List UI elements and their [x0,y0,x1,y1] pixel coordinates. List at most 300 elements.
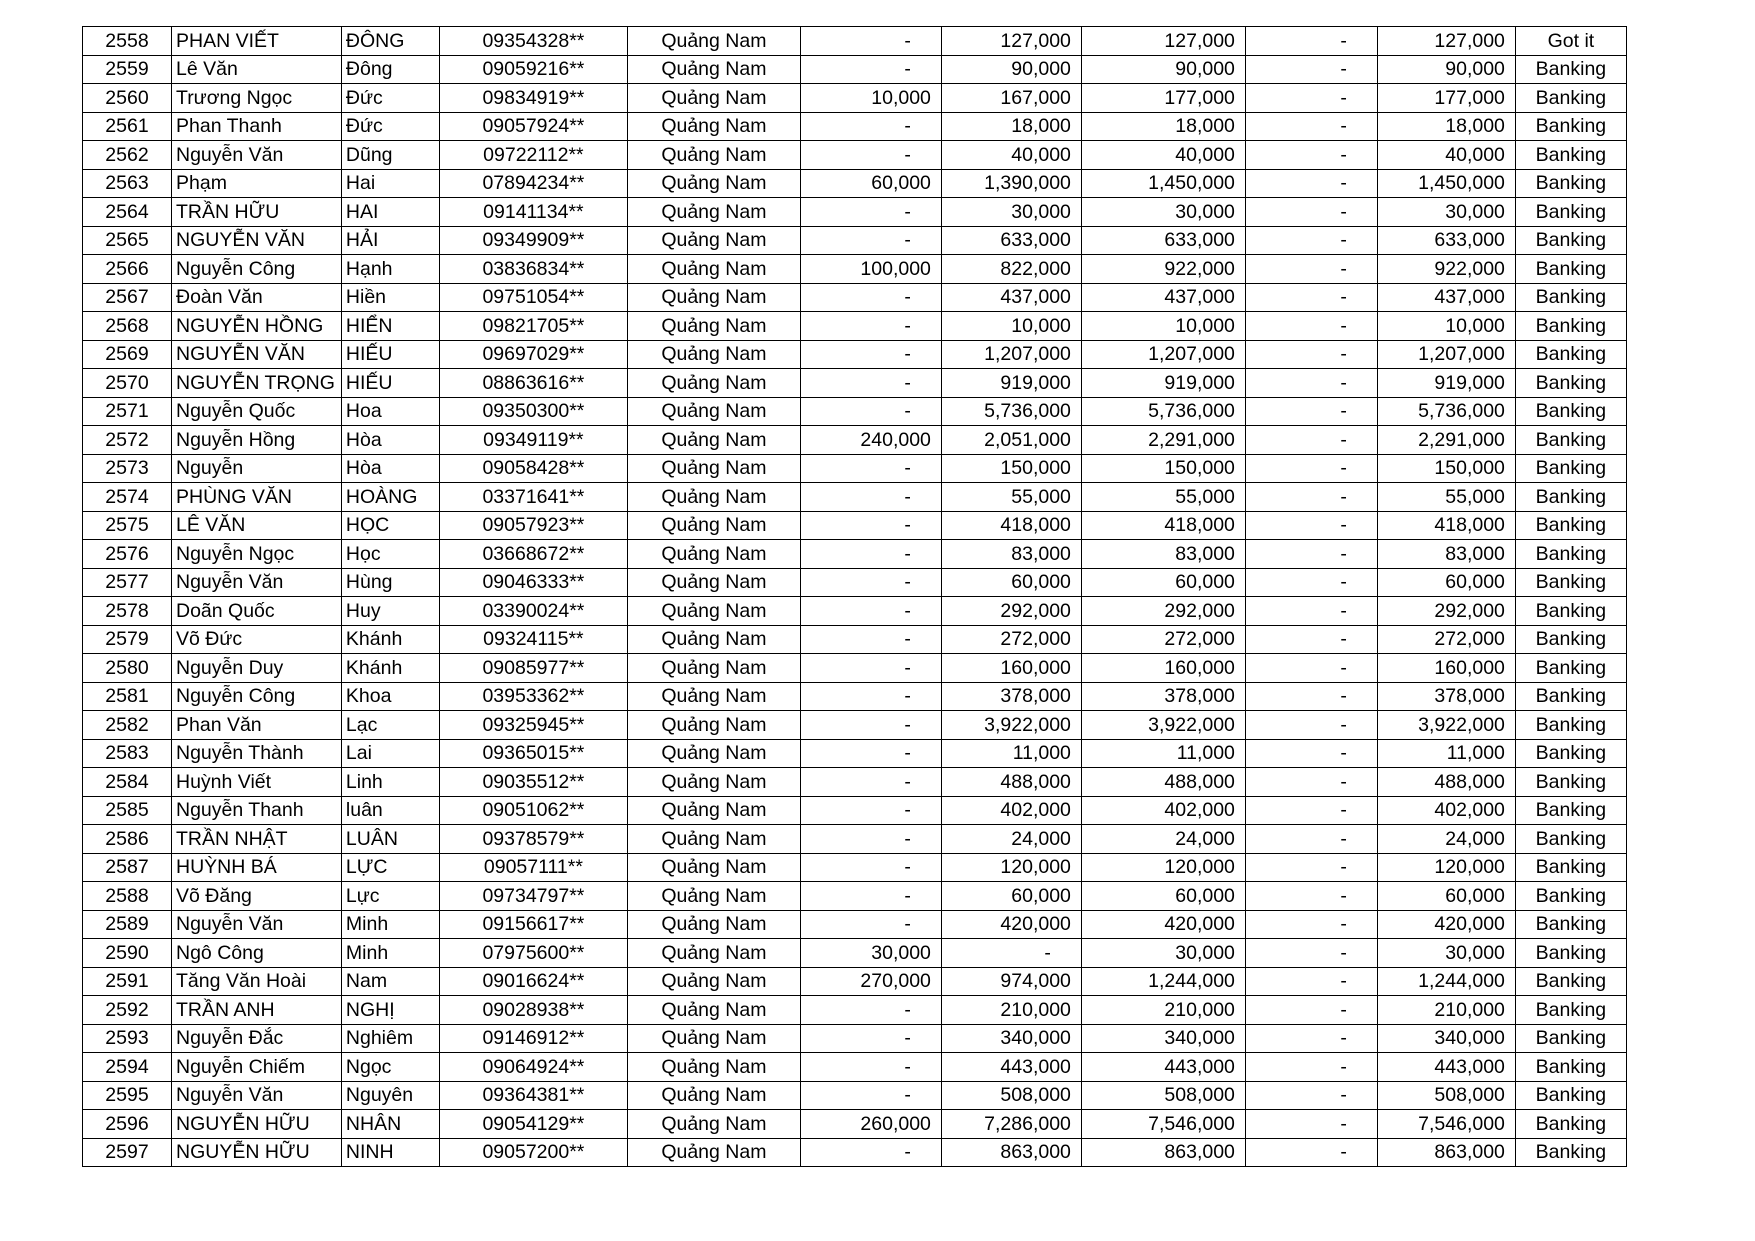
phone-cell: 09046333** [439,568,627,597]
first-name-cell: luân [341,796,439,825]
row-number-cell: 2585 [83,796,172,825]
table-row [83,682,1627,711]
payment-method-cell: Banking [1515,967,1626,996]
table-row [83,625,1627,654]
amount-1-cell: - [800,369,941,398]
amount-1-cell: 270,000 [800,967,941,996]
table-row [83,967,1627,996]
total-cell: 402,000 [1081,796,1245,825]
last-name-cell: Huỳnh Viết [172,768,342,797]
total-cell: 30,000 [1081,939,1245,968]
phone-cell: 09349119** [439,426,627,455]
province-cell: Quảng Nam [627,55,800,84]
phone-cell: 09324115** [439,625,627,654]
deduction-cell: - [1245,739,1377,768]
amount-2-cell: 120,000 [941,853,1081,882]
amount-2-cell: 18,000 [941,112,1081,141]
table-row [83,910,1627,939]
payout-cell: 90,000 [1377,55,1515,84]
first-name-cell: HỌC [341,511,439,540]
total-cell: 60,000 [1081,568,1245,597]
amount-2-cell: 443,000 [941,1053,1081,1082]
amount-1-cell: - [800,1081,941,1110]
first-name-cell: Nghiêm [341,1024,439,1053]
payment-method-cell: Banking [1515,768,1626,797]
total-cell: 633,000 [1081,226,1245,255]
row-number-cell: 2572 [83,426,172,455]
province-cell: Quảng Nam [627,540,800,569]
amount-2-cell: 10,000 [941,312,1081,341]
deduction-cell: - [1245,426,1377,455]
last-name-cell: TRẦN ANH [172,996,342,1025]
amount-1-cell: - [800,853,941,882]
row-number-cell: 2594 [83,1053,172,1082]
row-number-cell: 2573 [83,454,172,483]
total-cell: 120,000 [1081,853,1245,882]
payout-cell: 508,000 [1377,1081,1515,1110]
payment-method-cell: Banking [1515,426,1626,455]
row-number-cell: 2558 [83,27,172,56]
first-name-cell: HAI [341,198,439,227]
province-cell: Quảng Nam [627,397,800,426]
phone-cell: 09035512** [439,768,627,797]
total-cell: 1,207,000 [1081,340,1245,369]
table-row [83,226,1627,255]
row-number-cell: 2576 [83,540,172,569]
phone-cell: 09349909** [439,226,627,255]
payment-method-cell: Banking [1515,141,1626,170]
province-cell: Quảng Nam [627,141,800,170]
deduction-cell: - [1245,796,1377,825]
total-cell: 90,000 [1081,55,1245,84]
table-row [83,796,1627,825]
deduction-cell: - [1245,682,1377,711]
last-name-cell: Nguyễn Ngọc [172,540,342,569]
first-name-cell: HOÀNG [341,483,439,512]
table-row [83,1081,1627,1110]
deduction-cell: - [1245,825,1377,854]
deduction-cell: - [1245,711,1377,740]
first-name-cell: Hùng [341,568,439,597]
last-name-cell: Phạm [172,169,342,198]
amount-1-cell: - [800,1024,941,1053]
province-cell: Quảng Nam [627,483,800,512]
last-name-cell: NGUYỄN HỒNG [172,312,342,341]
deduction-cell: - [1245,198,1377,227]
row-number-cell: 2575 [83,511,172,540]
deduction-cell: - [1245,910,1377,939]
total-cell: 420,000 [1081,910,1245,939]
table-row [83,597,1627,626]
last-name-cell: NGUYỄN VĂN [172,340,342,369]
payout-cell: 55,000 [1377,483,1515,512]
payment-method-cell: Banking [1515,711,1626,740]
total-cell: 418,000 [1081,511,1245,540]
last-name-cell: Trương Ngọc [172,84,342,113]
payment-method-cell: Banking [1515,1053,1626,1082]
payout-cell: 150,000 [1377,454,1515,483]
amount-2-cell: 974,000 [941,967,1081,996]
phone-cell: 09057923** [439,511,627,540]
payout-cell: 60,000 [1377,882,1515,911]
deduction-cell: - [1245,340,1377,369]
deduction-cell: - [1245,568,1377,597]
deduction-cell: - [1245,141,1377,170]
last-name-cell: Nguyễn [172,454,342,483]
phone-cell: 03390024** [439,597,627,626]
province-cell: Quảng Nam [627,112,800,141]
row-number-cell: 2577 [83,568,172,597]
payment-method-cell: Banking [1515,654,1626,683]
total-cell: 40,000 [1081,141,1245,170]
first-name-cell: Học [341,540,439,569]
payout-cell: 177,000 [1377,84,1515,113]
province-cell: Quảng Nam [627,169,800,198]
deduction-cell: - [1245,882,1377,911]
last-name-cell: Nguyễn Quốc [172,397,342,426]
phone-cell: 03953362** [439,682,627,711]
table-row [83,55,1627,84]
first-name-cell: Khoa [341,682,439,711]
amount-2-cell: 24,000 [941,825,1081,854]
data-sheet [82,26,1627,1167]
amount-2-cell: 340,000 [941,1024,1081,1053]
first-name-cell: HIẾU [341,369,439,398]
amount-2-cell: 60,000 [941,882,1081,911]
amount-1-cell: - [800,55,941,84]
payment-method-cell: Banking [1515,1138,1626,1167]
phone-cell: 07894234** [439,169,627,198]
amount-2-cell: 30,000 [941,198,1081,227]
row-number-cell: 2568 [83,312,172,341]
amount-1-cell: - [800,141,941,170]
table-row [83,312,1627,341]
province-cell: Quảng Nam [627,454,800,483]
deduction-cell: - [1245,967,1377,996]
row-number-cell: 2561 [83,112,172,141]
province-cell: Quảng Nam [627,739,800,768]
first-name-cell: ĐÔNG [341,27,439,56]
row-number-cell: 2582 [83,711,172,740]
payout-cell: 437,000 [1377,283,1515,312]
last-name-cell: TRẦN HỮU [172,198,342,227]
province-cell: Quảng Nam [627,967,800,996]
payout-cell: 292,000 [1377,597,1515,626]
province-cell: Quảng Nam [627,27,800,56]
last-name-cell: Nguyễn Văn [172,910,342,939]
payout-cell: 863,000 [1377,1138,1515,1167]
last-name-cell: NGUYỄN HỮU [172,1138,342,1167]
phone-cell: 03371641** [439,483,627,512]
amount-2-cell: 90,000 [941,55,1081,84]
payout-cell: 919,000 [1377,369,1515,398]
province-cell: Quảng Nam [627,825,800,854]
table-row [83,739,1627,768]
province-cell: Quảng Nam [627,255,800,284]
amount-2-cell: 1,207,000 [941,340,1081,369]
province-cell: Quảng Nam [627,1024,800,1053]
last-name-cell: Ngô Công [172,939,342,968]
amount-1-cell: 10,000 [800,84,941,113]
phone-cell: 09085977** [439,654,627,683]
total-cell: 7,546,000 [1081,1110,1245,1139]
phone-cell: 09057111** [439,853,627,882]
deduction-cell: - [1245,112,1377,141]
amount-1-cell: - [800,996,941,1025]
deduction-cell: - [1245,84,1377,113]
last-name-cell: Võ Đăng [172,882,342,911]
table-row [83,112,1627,141]
province-cell: Quảng Nam [627,283,800,312]
last-name-cell: Võ Đức [172,625,342,654]
province-cell: Quảng Nam [627,597,800,626]
amount-2-cell: 402,000 [941,796,1081,825]
first-name-cell: Dũng [341,141,439,170]
province-cell: Quảng Nam [627,996,800,1025]
table-row [83,711,1627,740]
last-name-cell: Phan Thanh [172,112,342,141]
amount-2-cell: 378,000 [941,682,1081,711]
amount-2-cell: 822,000 [941,255,1081,284]
last-name-cell: NGUYỄN TRỌNG [172,369,342,398]
deduction-cell: - [1245,1053,1377,1082]
total-cell: 292,000 [1081,597,1245,626]
amount-1-cell: - [800,625,941,654]
total-cell: 11,000 [1081,739,1245,768]
payout-cell: 402,000 [1377,796,1515,825]
province-cell: Quảng Nam [627,1110,800,1139]
payment-method-cell: Banking [1515,226,1626,255]
total-cell: 340,000 [1081,1024,1245,1053]
payout-cell: 30,000 [1377,939,1515,968]
last-name-cell: Đoàn Văn [172,283,342,312]
last-name-cell: NGUYỄN HỮU [172,1110,342,1139]
payout-cell: 30,000 [1377,198,1515,227]
phone-cell: 09354328** [439,27,627,56]
amount-1-cell: - [800,312,941,341]
phone-cell: 09028938** [439,996,627,1025]
payment-method-cell: Banking [1515,55,1626,84]
payout-cell: 418,000 [1377,511,1515,540]
first-name-cell: NINH [341,1138,439,1167]
amount-1-cell: 100,000 [800,255,941,284]
payout-cell: 18,000 [1377,112,1515,141]
amount-2-cell: 7,286,000 [941,1110,1081,1139]
amount-2-cell: 420,000 [941,910,1081,939]
table-row [83,768,1627,797]
total-cell: 10,000 [1081,312,1245,341]
table-row [83,511,1627,540]
phone-cell: 09016624** [439,967,627,996]
deduction-cell: - [1245,768,1377,797]
last-name-cell: PHAN VIẾT [172,27,342,56]
first-name-cell: Ngọc [341,1053,439,1082]
amount-2-cell: - [941,939,1081,968]
last-name-cell: Nguyễn Hồng [172,426,342,455]
payment-method-cell: Banking [1515,739,1626,768]
payment-method-cell: Banking [1515,454,1626,483]
amount-1-cell: - [800,397,941,426]
first-name-cell: Hai [341,169,439,198]
province-cell: Quảng Nam [627,939,800,968]
province-cell: Quảng Nam [627,369,800,398]
amount-1-cell: - [800,825,941,854]
province-cell: Quảng Nam [627,1081,800,1110]
payment-method-cell: Banking [1515,568,1626,597]
payout-cell: 272,000 [1377,625,1515,654]
row-number-cell: 2586 [83,825,172,854]
row-number-cell: 2565 [83,226,172,255]
last-name-cell: Nguyễn Văn [172,141,342,170]
last-name-cell: Nguyễn Duy [172,654,342,683]
row-number-cell: 2592 [83,996,172,1025]
amount-1-cell: - [800,198,941,227]
amount-1-cell: - [800,597,941,626]
row-number-cell: 2569 [83,340,172,369]
amount-1-cell: - [800,540,941,569]
table-row [83,1024,1627,1053]
phone-cell: 09364381** [439,1081,627,1110]
table-body [83,27,1627,1167]
payment-method-cell: Banking [1515,1110,1626,1139]
total-cell: 60,000 [1081,882,1245,911]
row-number-cell: 2566 [83,255,172,284]
total-cell: 18,000 [1081,112,1245,141]
payout-cell: 11,000 [1377,739,1515,768]
last-name-cell: Phan Văn [172,711,342,740]
first-name-cell: LỰC [341,853,439,882]
first-name-cell: Hòa [341,426,439,455]
amount-2-cell: 210,000 [941,996,1081,1025]
deduction-cell: - [1245,55,1377,84]
phone-cell: 09365015** [439,739,627,768]
payout-cell: 83,000 [1377,540,1515,569]
total-cell: 508,000 [1081,1081,1245,1110]
last-name-cell: Nguyễn Chiếm [172,1053,342,1082]
payout-cell: 7,546,000 [1377,1110,1515,1139]
last-name-cell: PHÙNG VĂN [172,483,342,512]
total-cell: 55,000 [1081,483,1245,512]
first-name-cell: Nam [341,967,439,996]
first-name-cell: Linh [341,768,439,797]
phone-cell: 09378579** [439,825,627,854]
payment-method-cell: Banking [1515,910,1626,939]
first-name-cell: Hạnh [341,255,439,284]
first-name-cell: LUÂN [341,825,439,854]
first-name-cell: HẢI [341,226,439,255]
last-name-cell: Lê Văn [172,55,342,84]
total-cell: 83,000 [1081,540,1245,569]
province-cell: Quảng Nam [627,654,800,683]
province-cell: Quảng Nam [627,853,800,882]
amount-2-cell: 272,000 [941,625,1081,654]
table-row [83,882,1627,911]
amount-1-cell: - [800,682,941,711]
row-number-cell: 2589 [83,910,172,939]
phone-cell: 09834919** [439,84,627,113]
last-name-cell: Nguyễn Văn [172,1081,342,1110]
last-name-cell: Doãn Quốc [172,597,342,626]
payout-cell: 488,000 [1377,768,1515,797]
payment-method-cell: Banking [1515,625,1626,654]
payout-cell: 210,000 [1377,996,1515,1025]
amount-2-cell: 11,000 [941,739,1081,768]
first-name-cell: Đông [341,55,439,84]
phone-cell: 09350300** [439,397,627,426]
payment-method-cell: Banking [1515,939,1626,968]
amount-1-cell: - [800,511,941,540]
row-number-cell: 2560 [83,84,172,113]
table-row [83,454,1627,483]
amount-2-cell: 127,000 [941,27,1081,56]
province-cell: Quảng Nam [627,226,800,255]
deduction-cell: - [1245,996,1377,1025]
last-name-cell: HUỲNH BÁ [172,853,342,882]
phone-cell: 09059216** [439,55,627,84]
total-cell: 127,000 [1081,27,1245,56]
first-name-cell: Minh [341,939,439,968]
province-cell: Quảng Nam [627,84,800,113]
payout-cell: 5,736,000 [1377,397,1515,426]
amount-1-cell: - [800,340,941,369]
row-number-cell: 2571 [83,397,172,426]
total-cell: 272,000 [1081,625,1245,654]
table-row [83,426,1627,455]
last-name-cell: Nguyễn Thành [172,739,342,768]
first-name-cell: Minh [341,910,439,939]
deduction-cell: - [1245,169,1377,198]
table-row [83,483,1627,512]
deduction-cell: - [1245,226,1377,255]
payment-method-cell: Banking [1515,397,1626,426]
deduction-cell: - [1245,939,1377,968]
total-cell: 919,000 [1081,369,1245,398]
row-number-cell: 2588 [83,882,172,911]
first-name-cell: Hòa [341,454,439,483]
first-name-cell: Khánh [341,654,439,683]
table-row [83,568,1627,597]
row-number-cell: 2587 [83,853,172,882]
payout-cell: 2,291,000 [1377,426,1515,455]
first-name-cell: HIẾU [341,340,439,369]
table-row [83,255,1627,284]
amount-2-cell: 2,051,000 [941,426,1081,455]
table-row [83,939,1627,968]
province-cell: Quảng Nam [627,882,800,911]
payment-method-cell: Banking [1515,853,1626,882]
row-number-cell: 2562 [83,141,172,170]
table-row [83,1053,1627,1082]
payout-cell: 378,000 [1377,682,1515,711]
total-cell: 1,244,000 [1081,967,1245,996]
phone-cell: 09064924** [439,1053,627,1082]
table-row [83,996,1627,1025]
first-name-cell: HIỂN [341,312,439,341]
row-number-cell: 2563 [83,169,172,198]
payout-cell: 60,000 [1377,568,1515,597]
deduction-cell: - [1245,597,1377,626]
deduction-cell: - [1245,625,1377,654]
first-name-cell: Nguyên [341,1081,439,1110]
amount-1-cell: - [800,226,941,255]
province-cell: Quảng Nam [627,426,800,455]
payment-method-cell: Banking [1515,283,1626,312]
province-cell: Quảng Nam [627,796,800,825]
deduction-cell: - [1245,853,1377,882]
phone-cell: 09051062** [439,796,627,825]
first-name-cell: NHÂN [341,1110,439,1139]
province-cell: Quảng Nam [627,1138,800,1167]
